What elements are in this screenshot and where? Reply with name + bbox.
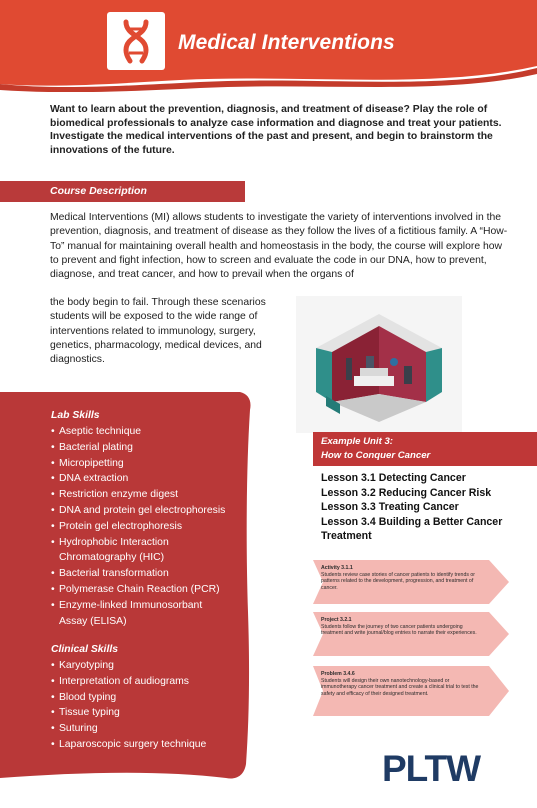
- activity-arrow: [313, 560, 509, 604]
- activity-label: Activity 3.1.1: [321, 565, 353, 571]
- list-item: • Interpretation of audiograms: [51, 674, 206, 690]
- problem-arrow: [313, 666, 509, 716]
- list-item: • Hydrophobic Interaction: [51, 535, 225, 551]
- lab-skills-list: [51, 424, 225, 629]
- list-item: • Enzyme-linked Immunosorbant: [51, 598, 225, 614]
- header-band: [0, 0, 537, 92]
- list-item: • Laparoscopic surgery technique: [51, 737, 206, 753]
- problem-label: Problem 3.4.6: [321, 671, 355, 677]
- list-item: • Aseptic technique: [51, 424, 225, 440]
- lesson-item: Lesson 3.4 Building a Better Cancer: [321, 515, 503, 528]
- list-item: • Karyotyping: [51, 658, 206, 674]
- lesson-item: Lesson 3.2 Reducing Cancer Risk: [321, 486, 492, 499]
- course-description-heading: Course Description: [50, 185, 147, 197]
- list-item: • Restriction enzyme digest: [51, 487, 225, 503]
- list-item: Assay (ELISA): [59, 615, 127, 627]
- course-description-text: Medical Interventions (MI) allows students to investigate the variety of interventions involved in the prevention, diagnosis, and treatment of disease as they follow the lives of a fictitious family. A “How-To” manual for maintaining overall health and homeostasis in the body, the course will explore how to prevent and fight infection, how to screen and evaluate the code in our DNA, how to prevent, diagnose, and treat cancer, and how to prevail when the organs of: [50, 212, 508, 281]
- lesson-item: Lesson 3.1 Detecting Cancer: [321, 472, 466, 484]
- list-item: Chromatography (HIC): [59, 552, 165, 564]
- clinical-skills-list: [51, 658, 206, 753]
- list-item: • Bacterial transformation: [51, 566, 225, 582]
- lesson-list: [321, 471, 537, 544]
- list-item: • Blood typing: [51, 690, 206, 706]
- skills-panel: [0, 392, 252, 780]
- page-title: Medical Interventions: [178, 31, 395, 54]
- list-item: • Bacterial plating: [51, 440, 225, 456]
- activity-text: Students review case stories of cancer patients to identify trends or patterns related to the development, progression, and treatment of cancer.: [321, 572, 475, 591]
- list-item: • DNA extraction: [51, 471, 225, 487]
- problem-text: Students will design their own nanotechnology-based or immunotherapy cancer treatment and create a clinical trial to test the safety and efficacy of their designed treatment.: [321, 678, 479, 697]
- lesson-item: Lesson 3.3 Treating Cancer: [321, 501, 459, 514]
- lab-skills-heading: Lab Skills: [51, 410, 100, 421]
- list-item: • Suturing: [51, 721, 206, 737]
- operating-room-illustration: [296, 296, 462, 433]
- pltw-logo: PLTW: [382, 748, 481, 789]
- list-item: • Micropipetting: [51, 456, 225, 472]
- intro-text: Want to learn about the prevention, diagnosis, and treatment of disease? Play the role of biomedical professionals to analyze case information and diagnose and treat your patients. Investigate the medical interventions of the past and present, and begin to brainstorm the innovations of the future.: [50, 104, 502, 156]
- list-item: • Polymerase Chain Reaction (PCR): [51, 582, 225, 598]
- dna-helix-icon: [107, 12, 165, 70]
- example-unit-subtitle: How to Conquer Cancer: [321, 450, 431, 461]
- course-description-text-continued: the body begin to fail. Through these scenarios students will be exposed to the wide range of interventions related to immunology, surgery, genetics, pharmacology, medical devices, and diagnostics.: [50, 297, 266, 366]
- project-text: Students follow the journey of two cancer patients undergoing treatment and write journal/blog entries to narrate their experiences.: [321, 624, 477, 637]
- lesson-item: Treatment: [321, 530, 372, 543]
- course-description-bar: [0, 181, 245, 202]
- list-item: • DNA and protein gel electrophoresis: [51, 503, 225, 519]
- example-unit-title: Example Unit 3:: [321, 436, 393, 447]
- project-label: Project 3.2.1: [321, 617, 352, 623]
- logo-box: [107, 12, 165, 70]
- list-item: • Protein gel electrophoresis: [51, 519, 225, 535]
- clinical-skills-heading: Clinical Skills: [51, 644, 118, 655]
- project-arrow: [313, 612, 509, 656]
- list-item: • Tissue typing: [51, 705, 206, 721]
